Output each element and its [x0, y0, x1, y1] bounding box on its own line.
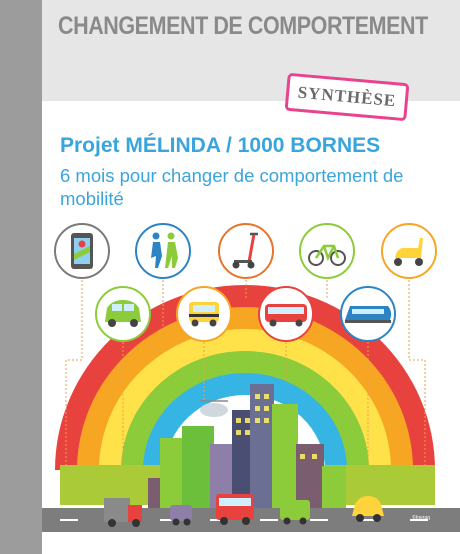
train-icon	[341, 287, 395, 341]
motor-scooter-icon	[382, 224, 436, 278]
bus-icon	[259, 287, 313, 341]
taxi-icon	[177, 287, 231, 341]
illustration-credit: ©Ineraq	[412, 515, 430, 521]
bicycle-icon	[300, 224, 354, 278]
project-subtitle: 6 mois pour changer de comportement de mobilité	[60, 165, 404, 209]
project-title: Projet MÉLINDA / 1000 BORNES	[60, 134, 381, 157]
page-header-title: CHANGEMENT DE COMPORTEMENT	[58, 12, 428, 40]
smartphone-map-icon	[55, 224, 109, 278]
electric-car-icon	[96, 287, 150, 341]
pedestrians-icon	[136, 224, 190, 278]
stamp-label: SYNTHÈSE	[297, 82, 398, 111]
scooter-icon	[219, 224, 273, 278]
